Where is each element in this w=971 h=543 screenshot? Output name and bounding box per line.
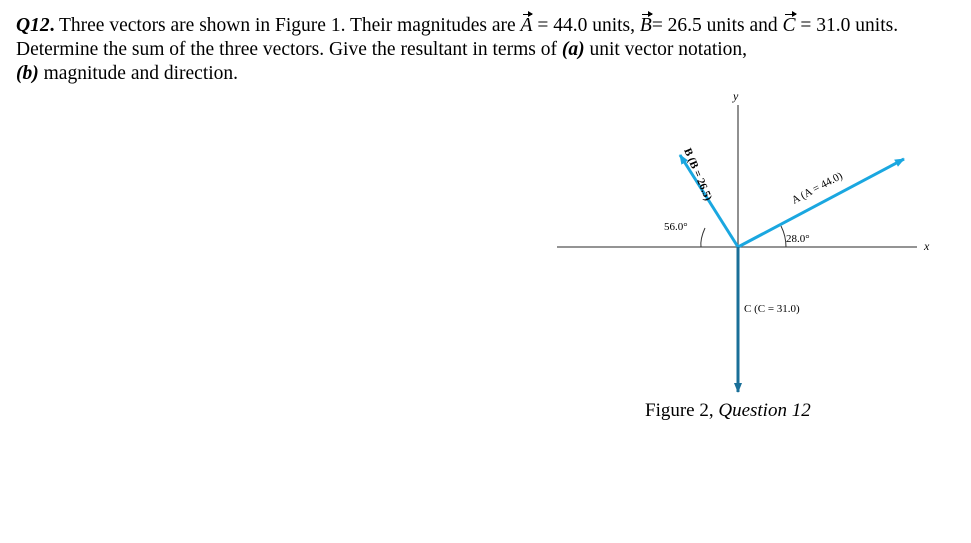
part-b-text: magnitude and direction. <box>43 63 239 84</box>
a-magnitude: = 44.0 units, <box>537 15 636 36</box>
vector-b-arrow <box>680 155 738 247</box>
vector-a-arrow <box>738 159 904 247</box>
b-magnitude: = 26.5 units and <box>651 15 778 36</box>
angle-a-label: 28.0° <box>786 233 810 245</box>
figure-caption <box>645 400 811 421</box>
question-text: Q12. Three vectors are shown in Figure 1. Their magnitudes are A = 44.0 units, B= 26.5 units and C = 31.0 units. Determine the sum of the three vectors. Give the resultant in terms of (a) unit vector notation, (b) magnitude and direction. <box>16 15 899 84</box>
sentence-2: Determine the sum of the three vectors. Give the resultant in terms of <box>16 39 557 60</box>
angle-b-arc <box>701 228 705 247</box>
caption-italic: Question 12 <box>718 400 811 421</box>
part-a-text: unit vector notation, <box>589 39 748 60</box>
part-a-label: (a) <box>561 39 585 60</box>
angle-b-label: 56.0° <box>664 221 688 233</box>
vector-a-label: A (A = 44.0) <box>789 169 845 207</box>
c-magnitude: = 31.0 units. <box>800 15 899 36</box>
vector-c-symbol: C <box>782 15 796 36</box>
question-number: Q12 <box>16 15 50 36</box>
y-axis-label: y <box>733 89 739 103</box>
sentence-1: Three vectors are shown in Figure 1. Their magnitudes are <box>59 15 516 36</box>
vector-b-label: B (B = 26.5) <box>681 146 715 203</box>
part-b-label: (b) <box>16 63 39 84</box>
vector-c-label: C (C = 31.0) <box>744 303 800 315</box>
caption-prefix: Figure 2, <box>645 400 714 421</box>
vector-a-symbol: A <box>520 15 533 36</box>
vector-b-symbol: B <box>639 15 652 36</box>
x-axis-label: x <box>924 239 930 253</box>
